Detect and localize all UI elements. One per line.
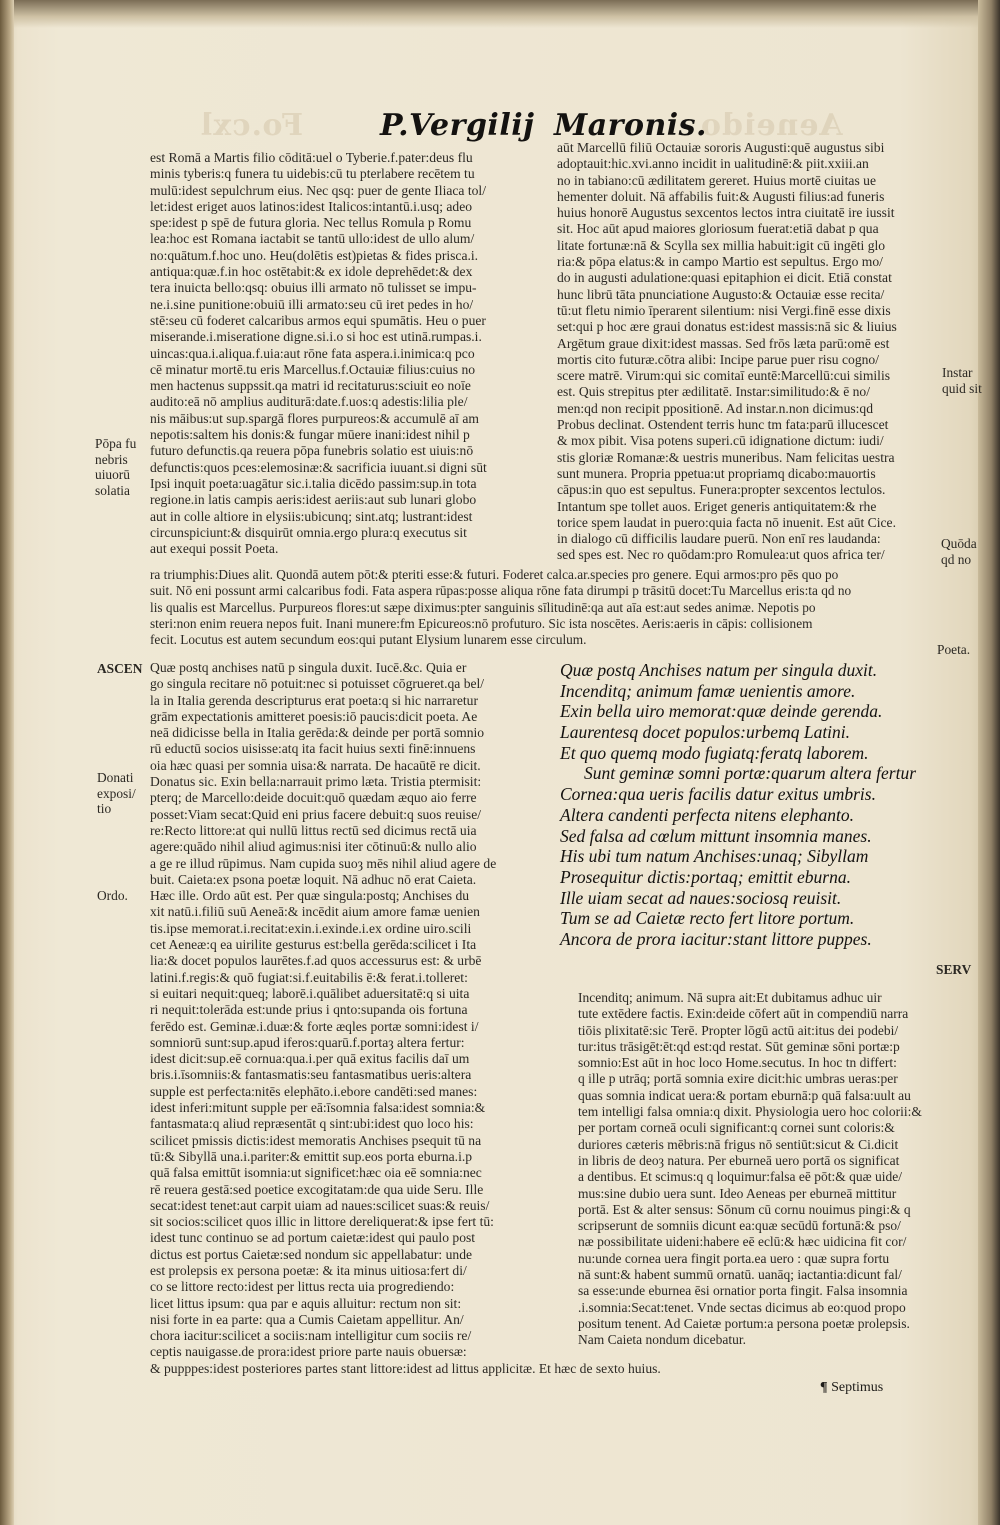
verse-lines-line: Cornea:qua ueris facilis datur exitus umbris. xyxy=(560,784,876,805)
commentary-left-lower-line: scilicet pmissis dictis:idest memoratis Anchises psequit tū na xyxy=(150,1132,482,1148)
commentary-top-right-line: cāpus:in quo est sepultus. Funera:propter sexcentos lectulos. xyxy=(557,482,886,498)
margin-donati-line: tio xyxy=(97,801,112,817)
commentary-full-line: steri:non enim reuera nepos fuit. Inani munere:fm Epicureos:nō profuturo. Sic ista noscētes. Aeris:aeris in cāpis: collisionem xyxy=(150,615,813,631)
commentary-left-lower-line: bris.i.īsomniis:& fantasmatis:seu fantasmatibus ueris:altera xyxy=(150,1067,472,1083)
commentary-left-lower-line: ferēdo est. Geminæ.i.duæ:& forte æqles portæ somni:idest i/ xyxy=(150,1018,479,1034)
commentary-top-left-line: spe:idest p spē de futura gloria. Nec tellus Romula p Romu xyxy=(150,215,472,231)
commentary-right-lower-line: tur:itus trāsigēt:ēt:qd est:qd restat. Sūt geminæ sōni portæ:p xyxy=(578,1038,900,1054)
commentary-top-left-line: circunspiciunt:& disquirūt omnia.ergo plura:q executus sit xyxy=(150,524,467,540)
commentary-left-lower-line: ri nequit:tolerāda est:unde prius i qnto:supanda ois fortuna xyxy=(150,1002,468,1018)
commentary-left-lower-line: go singula recitare nō potuit:nec si potuisset cōgrueret.qa bel/ xyxy=(150,676,485,692)
commentary-top-right-line: & mox pibit. Visa potens superi.cū idignatione dictum: iudi/ xyxy=(557,433,884,449)
commentary-left-lower-line: neā didicisse bella in Italia gerēda:& deinde per portā somnio xyxy=(150,725,485,741)
commentary-right-lower-line: Nam Caieta nondum dicebatur. xyxy=(578,1332,746,1348)
margin-note-poeta: Poeta. xyxy=(937,642,971,657)
commentary-top-right-line: litate fortunæ:nā & Scylla sex millia habuit:igit cū ingēti glo xyxy=(557,237,886,253)
running-header-left: P.Vergilij xyxy=(380,108,535,143)
commentary-left-lower-line: xit natū.i.filiū suū Aeneā:& incēdit aium amore famæ uenien xyxy=(150,904,480,920)
commentary-top-left-line: mulū:idest sepulchrum eius. Nec qsq: puer de gente Iliaca tol/ xyxy=(150,182,486,198)
commentary-top-right-line: huius honorē Augustus sexcentos lectos intra ciuitatē ire iussit xyxy=(557,205,895,221)
margin-note-instar xyxy=(942,365,982,396)
commentary-right-lower-line: nā sunt:& habent summū ornatū. uanāq; iactantia:dicunt fal/ xyxy=(578,1267,902,1283)
commentary-top-right-line: torice spem laudat in puero:quia facta nō inuenit. Est aūt Cice. xyxy=(557,514,896,530)
commentary-right-lower-line: quas somnia indicat uera:& portam eburnā:p quā falsa:uult au xyxy=(578,1087,911,1103)
verse-lines-line: Sunt geminæ somni portæ:quarum altera fertur xyxy=(584,763,917,784)
margin-note-ascen: ASCEN xyxy=(97,661,143,676)
commentary-top-right-line: no in tabiano:cū ædilitatem gereret. Huius mortē ciuitas ue xyxy=(557,172,876,188)
commentary-top-left-line: cē minatur mortē.tu eris Marcellus.f.Octauiæ filius:cuius no xyxy=(150,361,476,377)
paragraph-mark-icon: ¶ xyxy=(820,1380,828,1395)
commentary-top-right-line: Argētum graue dixit:idest massas. Sed frōs læta parū:omē est xyxy=(557,335,890,351)
commentary-top-left xyxy=(150,150,540,557)
commentary-top-right-line: sit. Hoc aūt apud maiores gloriosum fuerat:etiā dabat p qua xyxy=(557,221,879,237)
commentary-left-lower-line: tū:& Sibyllā una.i.pariter:& emittit sup.eos porta eburna.i.p xyxy=(150,1148,473,1164)
commentary-left-lower-line: tis.ipse memorat.i.recitat:exin.i.exinde.i.ex ordine uiro.scili xyxy=(150,920,472,936)
commentary-left-lower-line: quā falsa emittūt isomnia:ut significet:hæc oia eē somnia:nec xyxy=(150,1165,482,1181)
commentary-top-left-line: uincas:qua.i.aliqua.f.uia:aut rōne fata aspera.i.inimica:q pco xyxy=(150,345,475,361)
commentary-right-lower-line: positum tenent. Ad Caietæ portum:a persona poetæ prolepsis. xyxy=(578,1315,910,1331)
commentary-right-lower-line: nu:unde cornea uera fingit porta.ea uero : quæ supra fortu xyxy=(578,1250,890,1266)
commentary-right-lower-line: somnio:Est aūt in hoc loco Home.secutus. In hoc tn differt: xyxy=(578,1055,897,1071)
commentary-top-left-line: tera inuicta bello:qsq: obuius illi armato nō tulisset se impu- xyxy=(150,280,477,296)
commentary-left-lower-line: fantasmata:q aliud repræsentāt q sint:ubi:idest quo loco his: xyxy=(150,1116,474,1132)
commentary-left-lower-line: idest inferi:mitunt supple per eā:īsomnia falsa:idest somnia:& xyxy=(150,1100,486,1116)
commentary-top-right-line: ria:& pōpa elatus:& in campo Martio est sepultus. Ergo mo/ xyxy=(557,254,883,270)
commentary-top-right-line: Probus declinat. Ostendent terris hunc tm fata:parū illucescet xyxy=(557,417,889,433)
verse-lines-line: Quæ postq Anchises natum per singula duxit. xyxy=(560,660,878,680)
commentary-left-lower-line: si euitari nequit:queq; laborē.i.quālibet aduersitatē:q si uita xyxy=(150,985,470,1001)
commentary-right-lower-line: portā. Est & alter sensus: Sōnum cū cornu nouimus pingi:& q xyxy=(578,1201,911,1217)
verse-lines-line: His ubi tum natum Anchises:unaq; Sibyllam xyxy=(560,846,869,867)
commentary-top-left-line: nepotis:saltem his donis:& fungar mūere inani:idest nihil p xyxy=(150,427,470,443)
commentary-top-left-line: minis tyberis:q funera tu uidebis:cū tu pterlabere recētem tu xyxy=(150,166,475,182)
commentary-top-left-line: men hactenus suppssit.qa matri id recitaturus:sciuit eo noīe xyxy=(150,378,471,394)
verse-block xyxy=(560,660,940,950)
commentary-top-right-line: do in augusti adulatione:quasi epitaphion ei dicit. Etiā constat xyxy=(557,270,892,286)
commentary-left-lower-line: secat:idest tenet:aut carpit uiam ad naues:scilicet suas:& reuis/ xyxy=(150,1197,490,1213)
verse-lines-line: Incenditq; animum famæ uenientis amore. xyxy=(560,680,856,701)
margin-note-quoda xyxy=(941,536,977,567)
commentary-left-lower-line: Hæc ille. Ordo aūt est. Per quæ singula:postq; Anchises du xyxy=(150,888,470,904)
commentary-right-lower-line: tiōis plixitatē:sic Terē. Propter lōgū actū ait:itus dei podebi/ xyxy=(578,1022,899,1038)
commentary-top-left-line: ne.i.sine punitione:obuiū illi armato:seu cū iret pedes in ho/ xyxy=(150,296,474,312)
commentary-top-left-line: stē:seu cū foderet calcaribus armos equi spumātis. Heu o puer xyxy=(150,312,486,328)
commentary-top-left-line: no:quātum.f.hoc uno. Heu(dolētis est)pietas & fides prisca.i. xyxy=(150,247,479,263)
commentary-left-lower-line: licet littus ipsum: qua par e aquis alluitur: rectum non sit: xyxy=(150,1295,462,1311)
commentary-left-lower-line: Donatus sic. Exin bella:narrauit primo læta. Tristia ptermisit: xyxy=(150,774,482,790)
commentary-lower-left xyxy=(150,660,661,1377)
commentary-left-lower-line: chora iacitur:scilicet a sociis:nam intelligitur cum sociis re/ xyxy=(150,1328,472,1344)
commentary-full-width xyxy=(150,567,940,648)
commentary-top-right xyxy=(557,140,942,564)
commentary-top-right-line: adoptauit:hic.xvi.anno incidit in ualitudinē:& piit.xxiii.an xyxy=(557,156,869,172)
catchword-text: Septimus xyxy=(831,1380,884,1395)
margin-left-line: uiuorū xyxy=(95,467,130,483)
commentary-top-left-line: audito:eā nō amplius auditurā:date.f.uos:q adestis:lilia ple/ xyxy=(150,394,468,410)
commentary-top-right-line: Intantum spe tollet auos. Eriget generis antiquitatem:& rhe xyxy=(557,498,877,514)
commentary-top-left-line: futuro defunctis.qa reuera pōpa funebris solatio est uiuis:nō xyxy=(150,443,474,459)
commentary-top-left-line: regione.in latis campis aeris:idest aeriis:aut sub lunari globo xyxy=(150,492,477,508)
commentary-right-lower-line: per portam corneā oculi significant:q cornei sunt coloris:& xyxy=(578,1120,895,1136)
commentary-top-right-line: sed spes est. Nec ro quōdam:pro Romulea:ut quos africa ter/ xyxy=(557,547,885,563)
commentary-top-right-line: men:qd non recipit ppositionē. Ad instar.n.non dicimus:qd xyxy=(557,400,874,416)
commentary-left-lower-line: Quæ postq anchises natū p singula duxit. Iucē.&c. Quia er xyxy=(150,660,467,675)
commentary-left-lower-line: pterq; de Marcello:deide docuit:quō quædam æquo aio ferre xyxy=(150,790,477,806)
verse-lines-line: Tum se ad Caietæ recto fert litore portum. xyxy=(560,908,855,929)
commentary-left-lower-line: est prolepsis ex persona poetæ: & ita minus uitiosa:fert di/ xyxy=(150,1262,467,1278)
commentary-left-lower-line: posset:Viam secat:Quid eni prius facere debuit:q suos reuise/ xyxy=(150,806,482,822)
commentary-top-left-line: nis māibus:ut sup.spargā flores purpureos:& accumulē aī am xyxy=(150,410,479,426)
commentary-right-lower-line: in libris de deoȝ natura. Per eburneā uero portā os significat xyxy=(578,1152,900,1168)
commentary-top-right-line: mortis cito futuræ.cōtra alibi: Incipe parue puer risu cogno/ xyxy=(557,351,880,367)
commentary-left-lower-line: idest dicit:sup.eē cornua:qua.i.per quā exitus facilis daī um xyxy=(150,1051,470,1067)
margin-left-line: solatia xyxy=(95,482,130,498)
commentary-top-left-line: lea:hoc est Romana iactabit se tantū ullo:idest de ullo alum/ xyxy=(150,231,475,247)
page-gutter-left xyxy=(0,0,14,1525)
commentary-left-lower-line: grām expectationis amitteret poesis:iō paucis:dicit poeta. Ae xyxy=(150,708,478,724)
commentary-full-line: ra triumphis:Diues alit. Quondā autem pōt:& pteriti esse:& futuri. Foderet calca.ar.species pro genere. Equi armos:pro pēs quo po xyxy=(150,567,839,582)
commentary-left-lower-line: agere:quādo nihil aliud agimus:nisi iter cōtinuū:& nullo alio xyxy=(150,839,477,855)
commentary-left-lower-line: co se littore recto:idest per littus recta uia progrediendo: xyxy=(150,1279,455,1295)
page-top-shadow xyxy=(0,0,1000,28)
running-header xyxy=(380,108,720,143)
margin-note-seru: SERV xyxy=(936,962,972,977)
commentary-left-lower-line: rē reuera gestā:sed poetice excogitatam:de qua uide Seru. Ille xyxy=(150,1181,484,1197)
margin-left-line: nebris xyxy=(95,451,128,467)
commentary-left-lower-line: la in Italia gerenda descripturus erat poeta:q si hic narraretur xyxy=(150,692,478,708)
commentary-left-lower-line: re:Recto littore:at qui nullū littus rectū sed dicimus rectā uia xyxy=(150,822,477,838)
commentary-left-lower-line: lia:& docet populos laurētes.f.ad quos accessurus est: & urbē xyxy=(150,953,482,969)
commentary-right-lower-line: tute extēdere factis. Exin:deide cōfert aūt in compendiū narra xyxy=(578,1006,909,1022)
running-header-right: Maronis. xyxy=(554,108,708,143)
commentary-left-lower-line: ceptis nauigasse.de prora:idest priore parte nauis obuersæ: xyxy=(150,1344,467,1360)
commentary-right-lower-line: duriores cæteris mēbris:nā frigus nō sentiūt:sicut & Ci.dicit xyxy=(578,1136,899,1152)
commentary-top-right-line: scere matrē. Virum:qui sic comitaī euntē:Marcellū:cui similis xyxy=(557,368,891,384)
commentary-lower-right xyxy=(578,990,938,1349)
commentary-left-lower-line: sit socios:scilicet quos illic in littore dereliquerat:& ipse fert tū: xyxy=(150,1214,494,1230)
commentary-top-right-line: est. Quis strepitus pter ædilitatē. Instar:similitudo:& ē no/ xyxy=(557,384,871,400)
verse-lines-line: Ille uiam secat ad naues:sociosq reuisit. xyxy=(560,887,842,908)
margin-note-pompa xyxy=(95,436,136,498)
commentary-top-left-line: Ipsi inquit poeta:uagātur sic.i.talia dicēdo passim:sup.in tota xyxy=(150,475,477,491)
commentary-left-lower-line: somniorū sunt:sup.apud iferos:quarū.f.portaȝ altera fertur: xyxy=(150,1034,465,1050)
margin-donati-line: exposi/ xyxy=(97,785,136,801)
commentary-top-right-line: sunt munera. Propria ppetua:ut propriamq dicabo:mauortis xyxy=(557,465,876,481)
commentary-left-lower-line: supple est perfecta:nitēs elephāto.i.ebore candēti:sed manes: xyxy=(150,1083,478,1099)
commentary-right-lower-line: scripserunt de somniis dicunt ea:quæ secūdū fortunā:& pso/ xyxy=(578,1218,901,1234)
commentary-top-right-line: in dialogo cū difficilis laudare puerū. Non enī res laudanda: xyxy=(557,531,881,547)
margin-note-ordo: Ordo. xyxy=(97,888,128,903)
commentary-top-left-line: aut exequi possit Poeta. xyxy=(150,541,279,557)
commentary-right-lower-line: a dentibus. Et scimus:q q loquimur:falsa eē pōt:& quæ uide/ xyxy=(578,1169,902,1185)
commentary-top-right-line: tū:ut fletu nimio īperarent silentium: nisi Vergi.finē esse dixis xyxy=(557,302,891,318)
commentary-right-lower-line: Incenditq; animum. Nā supra ait:Et dubitamus adhuc uir xyxy=(578,990,882,1005)
commentary-top-left-line: est Romā a Martis filio cōditā:uel o Tyberie.f.pater:deus flu xyxy=(150,150,473,165)
show-through-left: Fo.cxl xyxy=(200,108,304,143)
commentary-top-left-line: defunctis:quos pces:elemosinæ:& sacrificia iuuant.si digni sūt xyxy=(150,459,487,475)
commentary-right-lower-line: næ possibilitate uideni:habere eē eclū:& hæc uidicina fit cor/ xyxy=(578,1234,907,1250)
commentary-left-lower-line: cet Aeneæ:q ea uirilite gesturus est:bella gerēda:scilicet i Ita xyxy=(150,937,477,953)
show-through-right: Aeneido xyxy=(700,108,843,143)
commentary-left-lower-line: idest tunc continuo se ad portum caietæ:idest qui paulo post xyxy=(150,1230,476,1246)
commentary-top-right-line: set:qui p hoc ære graui donatus est:idest massis:nā sic & liuius xyxy=(557,319,897,335)
commentary-full-line: fecit. Locutus est autem secundum eos:qui putant Elysium lunarem esse circulum. xyxy=(150,632,587,648)
commentary-left-lower-line: a ge re illud rūpimus. Nam cupida suoȝ mēs nihil aliud agere de xyxy=(150,855,497,871)
commentary-left-lower-line: latini.f.regis:& quō fugiat:si.f.euitabilis ē:& ferat.i.tolleret: xyxy=(150,969,468,985)
commentary-left-lower-line: dictus est portus Caietæ:sed nondum sic appellabatur: unde xyxy=(150,1246,473,1262)
margin-left-line: Pōpa fu xyxy=(95,436,137,451)
commentary-top-left-line: miserande.i.miseratione digne.si.i.o si hoc est utinā.rumpas.i. xyxy=(150,329,482,345)
verse-lines-line: Prosequitur dictis:portaq; emittit eburna. xyxy=(560,866,851,887)
verse-lines-line: Laurentesq docet populos:urbemq Latini. xyxy=(560,722,851,743)
commentary-left-lower-line: & pupppes:idest posteriores partes stant littore:idest ad littus applicitæ. Et hæc de sexto huius. xyxy=(150,1360,661,1376)
margin-right-quoda-line: Quōda xyxy=(941,536,977,551)
verse-lines-line: Et quo quemq modo fugiatq:feratq laborem. xyxy=(560,742,869,763)
commentary-top-right-line: aūt Marcellū filiū Octauiæ sororis Augusti:quē augustus sibi xyxy=(557,140,885,155)
verse-lines-line: Exin bella uiro memorat:quæ deinde gerenda. xyxy=(560,701,883,722)
margin-right-instar-line: quid sit xyxy=(942,380,982,396)
commentary-top-left-line: antiqua:quæ.f.in hoc ostētabit:& ex idole deprehēdet:& dex xyxy=(150,264,473,280)
commentary-top-right-line: hunc librū tāta pnunciatione Augusto:& Octauiæ esse recita/ xyxy=(557,286,885,302)
margin-right-quoda-line: qd no xyxy=(941,551,972,567)
commentary-left-lower-line: nisi forte in ea parte: qua a Cumis Caietam appellitur. An/ xyxy=(150,1311,464,1327)
commentary-full-line: lis qualis est Marcellus. Purpureos flores:ut sæpe diximus:pter sanguinis sīlitudinē:qa aut aīa est:aut sedes animæ. Nepotis po xyxy=(150,599,816,615)
margin-note-donati xyxy=(97,770,136,817)
commentary-right-lower-line: tem intelligi falsa omnia:q dixit. Physiologia uero hoc colorii:& xyxy=(578,1104,922,1120)
verse-lines-line: Sed falsa ad cœlum mittunt insomnia manes. xyxy=(560,825,872,846)
commentary-right-lower-line: .i.somnia:Secat:tenet. Vnde sectas dicimus ab eo:quod propo xyxy=(578,1299,906,1315)
commentary-top-left-line: aut in colle altiore in elysiis:ubicunq; sint.atq; lustrant:idest xyxy=(150,508,473,524)
catchword xyxy=(820,1380,883,1396)
commentary-left-lower-line: buit. Caieta:ex psona poetæ loquit. Nā adhuc nō erat Caieta. xyxy=(150,871,477,887)
margin-right-instar-line: Instar xyxy=(942,365,973,380)
commentary-left-lower-line: oia hæc quasi per somnia uisa:& narrata. De hacaūtē re dicit. xyxy=(150,757,481,773)
page-edge-right xyxy=(978,0,1000,1525)
margin-donati-line: Donati xyxy=(97,770,134,785)
commentary-top-left-line: let:idest eriget auos latinos:idest Italicos:intantū.i.usq; adeo xyxy=(150,198,473,214)
verse-lines-line: Altera candenti perfecta nitens elephanto. xyxy=(560,804,855,825)
commentary-right-lower-line: sa esse:unde eburnea ēsi ornatior porta fingit. Falsa insomnia xyxy=(578,1283,908,1299)
commentary-right-lower-line: q ille p utrāq; portā somnia exire dicit:hic umbras ueras:per xyxy=(578,1071,898,1087)
commentary-top-right-line: hementer doluit. Nā affabilis fuit:& Augusti filius:ad funeris xyxy=(557,188,885,204)
commentary-top-right-line: stis gloriæ Romanæ:& uestris muneribus. Nam felicitas uestra xyxy=(557,449,895,465)
commentary-right-lower-line: mus:sine dubio uera sunt. Ideo Aeneas per eburneā mittitur xyxy=(578,1185,897,1201)
verse-lines-line: Ancora de prora iacitur:stant littore puppes. xyxy=(560,928,872,949)
commentary-full-line: suit. Nō eni possunt armi calcaribus fodi. Fata aspera rūpas:posse aliqua rōne fata dirumpi p trāsitū docet:Tu Marcellus eris:ta qd no xyxy=(150,583,852,599)
commentary-left-lower-line: rū eductū socios uisisse:atq ita facit huius sexti finē:innuens xyxy=(150,741,476,757)
